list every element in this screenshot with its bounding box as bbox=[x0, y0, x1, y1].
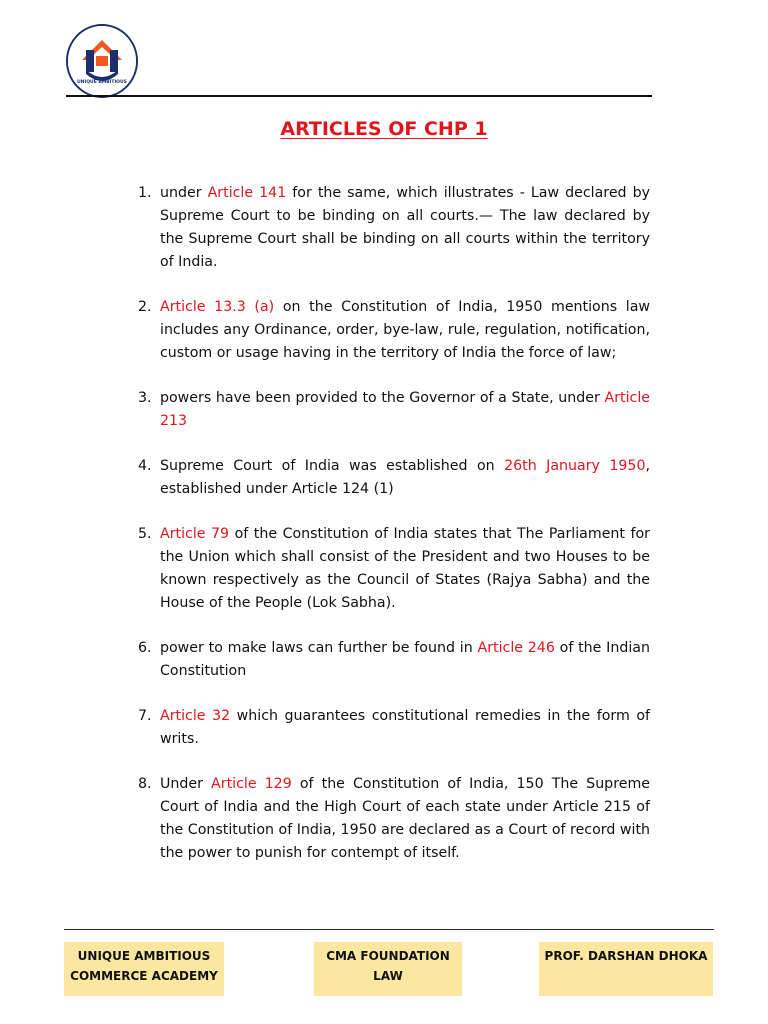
footer-divider bbox=[64, 929, 714, 930]
item-article-highlight: Article 79 bbox=[160, 526, 230, 542]
item-number: 1. bbox=[138, 185, 152, 201]
logo-emblem-icon bbox=[68, 26, 136, 96]
academy-logo bbox=[66, 24, 138, 98]
footer-course-line1: CMA FOUNDATION bbox=[326, 949, 450, 963]
logo-text: UNIQUE AMBITIOUS bbox=[77, 80, 127, 85]
footer-author-name: PROF. DARSHAN DHOKA bbox=[544, 949, 708, 963]
item-text-pre: Supreme Court of India was established on bbox=[160, 458, 505, 474]
footer-author-box bbox=[539, 942, 713, 996]
item-number: 4. bbox=[138, 458, 152, 474]
item-number: 7. bbox=[138, 708, 152, 724]
list-item bbox=[138, 705, 650, 751]
item-article-highlight: Article 213 bbox=[160, 390, 650, 429]
item-text-post: on the Constitution of India, 1950 mentions law includes any Ordinance, order, bye-law, rule, regulation, notification, custom or usage having in the territory of India the force of law; bbox=[160, 299, 650, 361]
item-text-post: , established under Article 124 (1) bbox=[160, 458, 650, 497]
page-title-text: ARTICLES OF CHP 1 bbox=[280, 118, 488, 140]
item-article-highlight: Article 141 bbox=[207, 185, 287, 201]
item-text-pre: Under bbox=[160, 776, 212, 792]
header-divider bbox=[66, 95, 652, 97]
item-number: 5. bbox=[138, 526, 152, 542]
list-item bbox=[138, 296, 650, 365]
footer-course-box bbox=[314, 942, 462, 996]
item-text-pre: power to make laws can further be found in bbox=[160, 640, 478, 656]
item-number: 6. bbox=[138, 640, 152, 656]
item-text-pre: under bbox=[160, 185, 208, 201]
list-item bbox=[138, 387, 650, 433]
list-item bbox=[138, 455, 650, 501]
footer-academy-line1: UNIQUE AMBITIOUS bbox=[77, 949, 211, 963]
articles-list bbox=[138, 182, 650, 887]
list-item bbox=[138, 523, 650, 615]
page-title bbox=[0, 118, 768, 140]
item-text-pre: powers have been provided to the Governor of a State, under bbox=[160, 390, 605, 406]
item-article-highlight: 26th January 1950 bbox=[504, 458, 646, 474]
list-item bbox=[138, 182, 650, 274]
item-number: 3. bbox=[138, 390, 152, 406]
item-text-post: of the Indian Constitution bbox=[160, 640, 650, 679]
item-article-highlight: Article 13.3 (a) bbox=[160, 299, 275, 315]
item-number: 8. bbox=[138, 776, 152, 792]
footer-course-line2: LAW bbox=[373, 969, 403, 983]
list-item bbox=[138, 773, 650, 865]
item-text-post: which guarantees constitutional remedies in the form of writs. bbox=[160, 708, 651, 747]
item-text-post: of the Constitution of India states that The Parliament for the Union which shall consist of the President and two Houses to be known respectively as the Council of States (Rajya Sabha) and the House of the People (Lok Sabha). bbox=[160, 526, 650, 611]
item-article-highlight: Article 129 bbox=[211, 776, 292, 792]
item-number: 2. bbox=[138, 299, 152, 315]
list-item bbox=[138, 637, 650, 683]
item-text-post: of the Constitution of India, 150 The Supreme Court of India and the High Court of each state under Article 215 of the Constitution of India, 1950 are declared as a Court of record with the power to punish for contempt of itself. bbox=[160, 776, 650, 861]
footer-academy-line2: COMMERCE ACADEMY bbox=[70, 969, 218, 983]
item-article-highlight: Article 32 bbox=[160, 708, 231, 724]
item-text-post: for the same, which illustrates - Law declared by Supreme Court to be binding on all courts.— The law declared by the Supreme Court shall be binding on all courts within the territory of India. bbox=[160, 185, 650, 270]
item-article-highlight: Article 246 bbox=[477, 640, 555, 656]
footer-academy-box bbox=[64, 942, 224, 996]
